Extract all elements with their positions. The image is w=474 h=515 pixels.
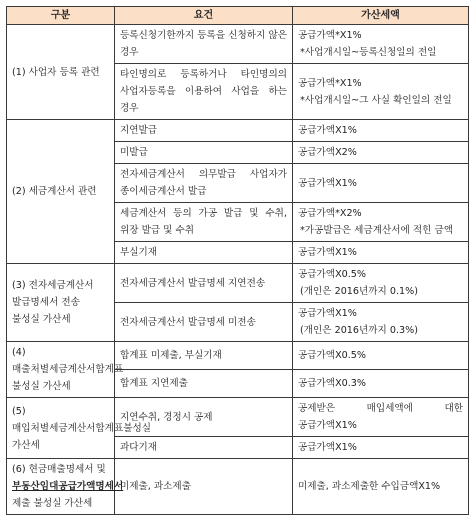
section-label xyxy=(7,459,124,515)
section-label: (4) 매출처별세금계산서합계표 불성실 가산세 xyxy=(7,342,115,398)
section-label: (2) 세금계산서 관련 xyxy=(7,120,115,264)
requirement-cell: 미발급 xyxy=(115,142,293,164)
section-label-part: 제출 불성실 가산세 xyxy=(12,498,93,509)
requirement-cell: 지연수취, 경정시 공제 xyxy=(115,398,293,437)
requirement-cell: 타인명의로 등록하거나 타인명의의 사업자등록을 이용하여 사업을 하는 경우 xyxy=(115,64,293,120)
table-row xyxy=(7,398,469,437)
section-label-emphasis: 부동산임대공급가액명세서 xyxy=(12,481,124,492)
table-header-row xyxy=(7,7,469,25)
section-label: (5) 매입처별세금계산서합계표불성실 가산세 xyxy=(7,398,115,459)
requirement-cell: 미제출, 과소제출 xyxy=(115,459,293,515)
requirement-cell: 합계표 지연제출 xyxy=(115,370,293,398)
requirement-cell: 부실기재 xyxy=(115,242,293,264)
rate-cell xyxy=(293,203,469,242)
rate-cell xyxy=(293,303,469,342)
section-label-part: (6) 현금매출명세서 및 xyxy=(12,464,106,475)
rate-cell: 미제출, 과소제출한 수입금액X1% xyxy=(293,459,469,515)
requirement-cell: 등록신청기한까지 등록을 신청하지 않은 경우 xyxy=(115,25,293,64)
table-row xyxy=(7,25,469,64)
table-row xyxy=(7,342,469,370)
section-label: (3) 전자세금계산서 발급명세서 전송 불성실 가산세 xyxy=(7,264,115,342)
header-requirement: 요건 xyxy=(115,7,293,25)
table-row xyxy=(7,264,469,303)
rate-note: (개인은 2016년까지 0.1%) xyxy=(300,286,418,297)
header-category: 구분 xyxy=(7,7,115,25)
requirement-cell: 전자세금계산서 발급명세 미전송 xyxy=(115,303,293,342)
table-row xyxy=(7,120,469,142)
rate-note: *사업개시일~그 사실 확인일의 전일 xyxy=(300,94,452,106)
document-body xyxy=(6,6,468,515)
rate-note: *사업개시일~등록신청일의 전일 xyxy=(300,47,437,58)
requirement-cell: 세금계산서 등의 가공 발급 및 수취, 위장 발급 및 수취 xyxy=(115,203,293,242)
requirement-cell: 전자세금계산서 의무발급 사업자가 종이세금계산서 발급 xyxy=(115,164,293,203)
rate-text: 공급가액X0.5% xyxy=(298,269,367,280)
requirement-cell: 과다기재 xyxy=(115,437,293,459)
rate-note: *가공발급은 세금계산서에 적힌 금액 xyxy=(300,225,453,236)
surcharge-table xyxy=(6,6,469,515)
requirement-cell: 합계표 미제출, 부실기재 xyxy=(115,342,293,370)
rate-cell: 공급가액X0.3% xyxy=(293,370,469,398)
rate-cell xyxy=(293,64,469,120)
rate-cell: 공급가액X0.5% xyxy=(293,342,469,370)
rate-cell xyxy=(293,25,469,64)
rate-cell: 공급가액X1% xyxy=(293,437,469,459)
header-rate: 가산세액 xyxy=(293,7,469,25)
rate-text: 공급가액*X1% xyxy=(298,30,362,41)
requirement-cell: 전자세금계산서 발급명세 지연전송 xyxy=(115,264,293,303)
rate-cell: 공급가액X2% xyxy=(293,142,469,164)
table-row xyxy=(7,459,469,515)
rate-text: 공급가액*X2% xyxy=(298,208,362,219)
rate-cell xyxy=(293,264,469,303)
rate-cell: 공급가액X1% xyxy=(293,120,469,142)
section-label: (1) 사업자 등록 관련 xyxy=(7,25,115,120)
requirement-cell: 지연발급 xyxy=(115,120,293,142)
rate-cell: 공급가액X1% xyxy=(293,164,469,203)
rate-cell: 공제받은 매입세액에 대한 공급가액X1% xyxy=(293,398,469,437)
rate-text: 공급가액X1% xyxy=(298,308,357,319)
rate-note: (개인은 2016년까지 0.3%) xyxy=(300,325,418,336)
rate-cell: 공급가액X1% xyxy=(293,242,469,264)
rate-text: 공급가액*X1% xyxy=(298,77,362,89)
